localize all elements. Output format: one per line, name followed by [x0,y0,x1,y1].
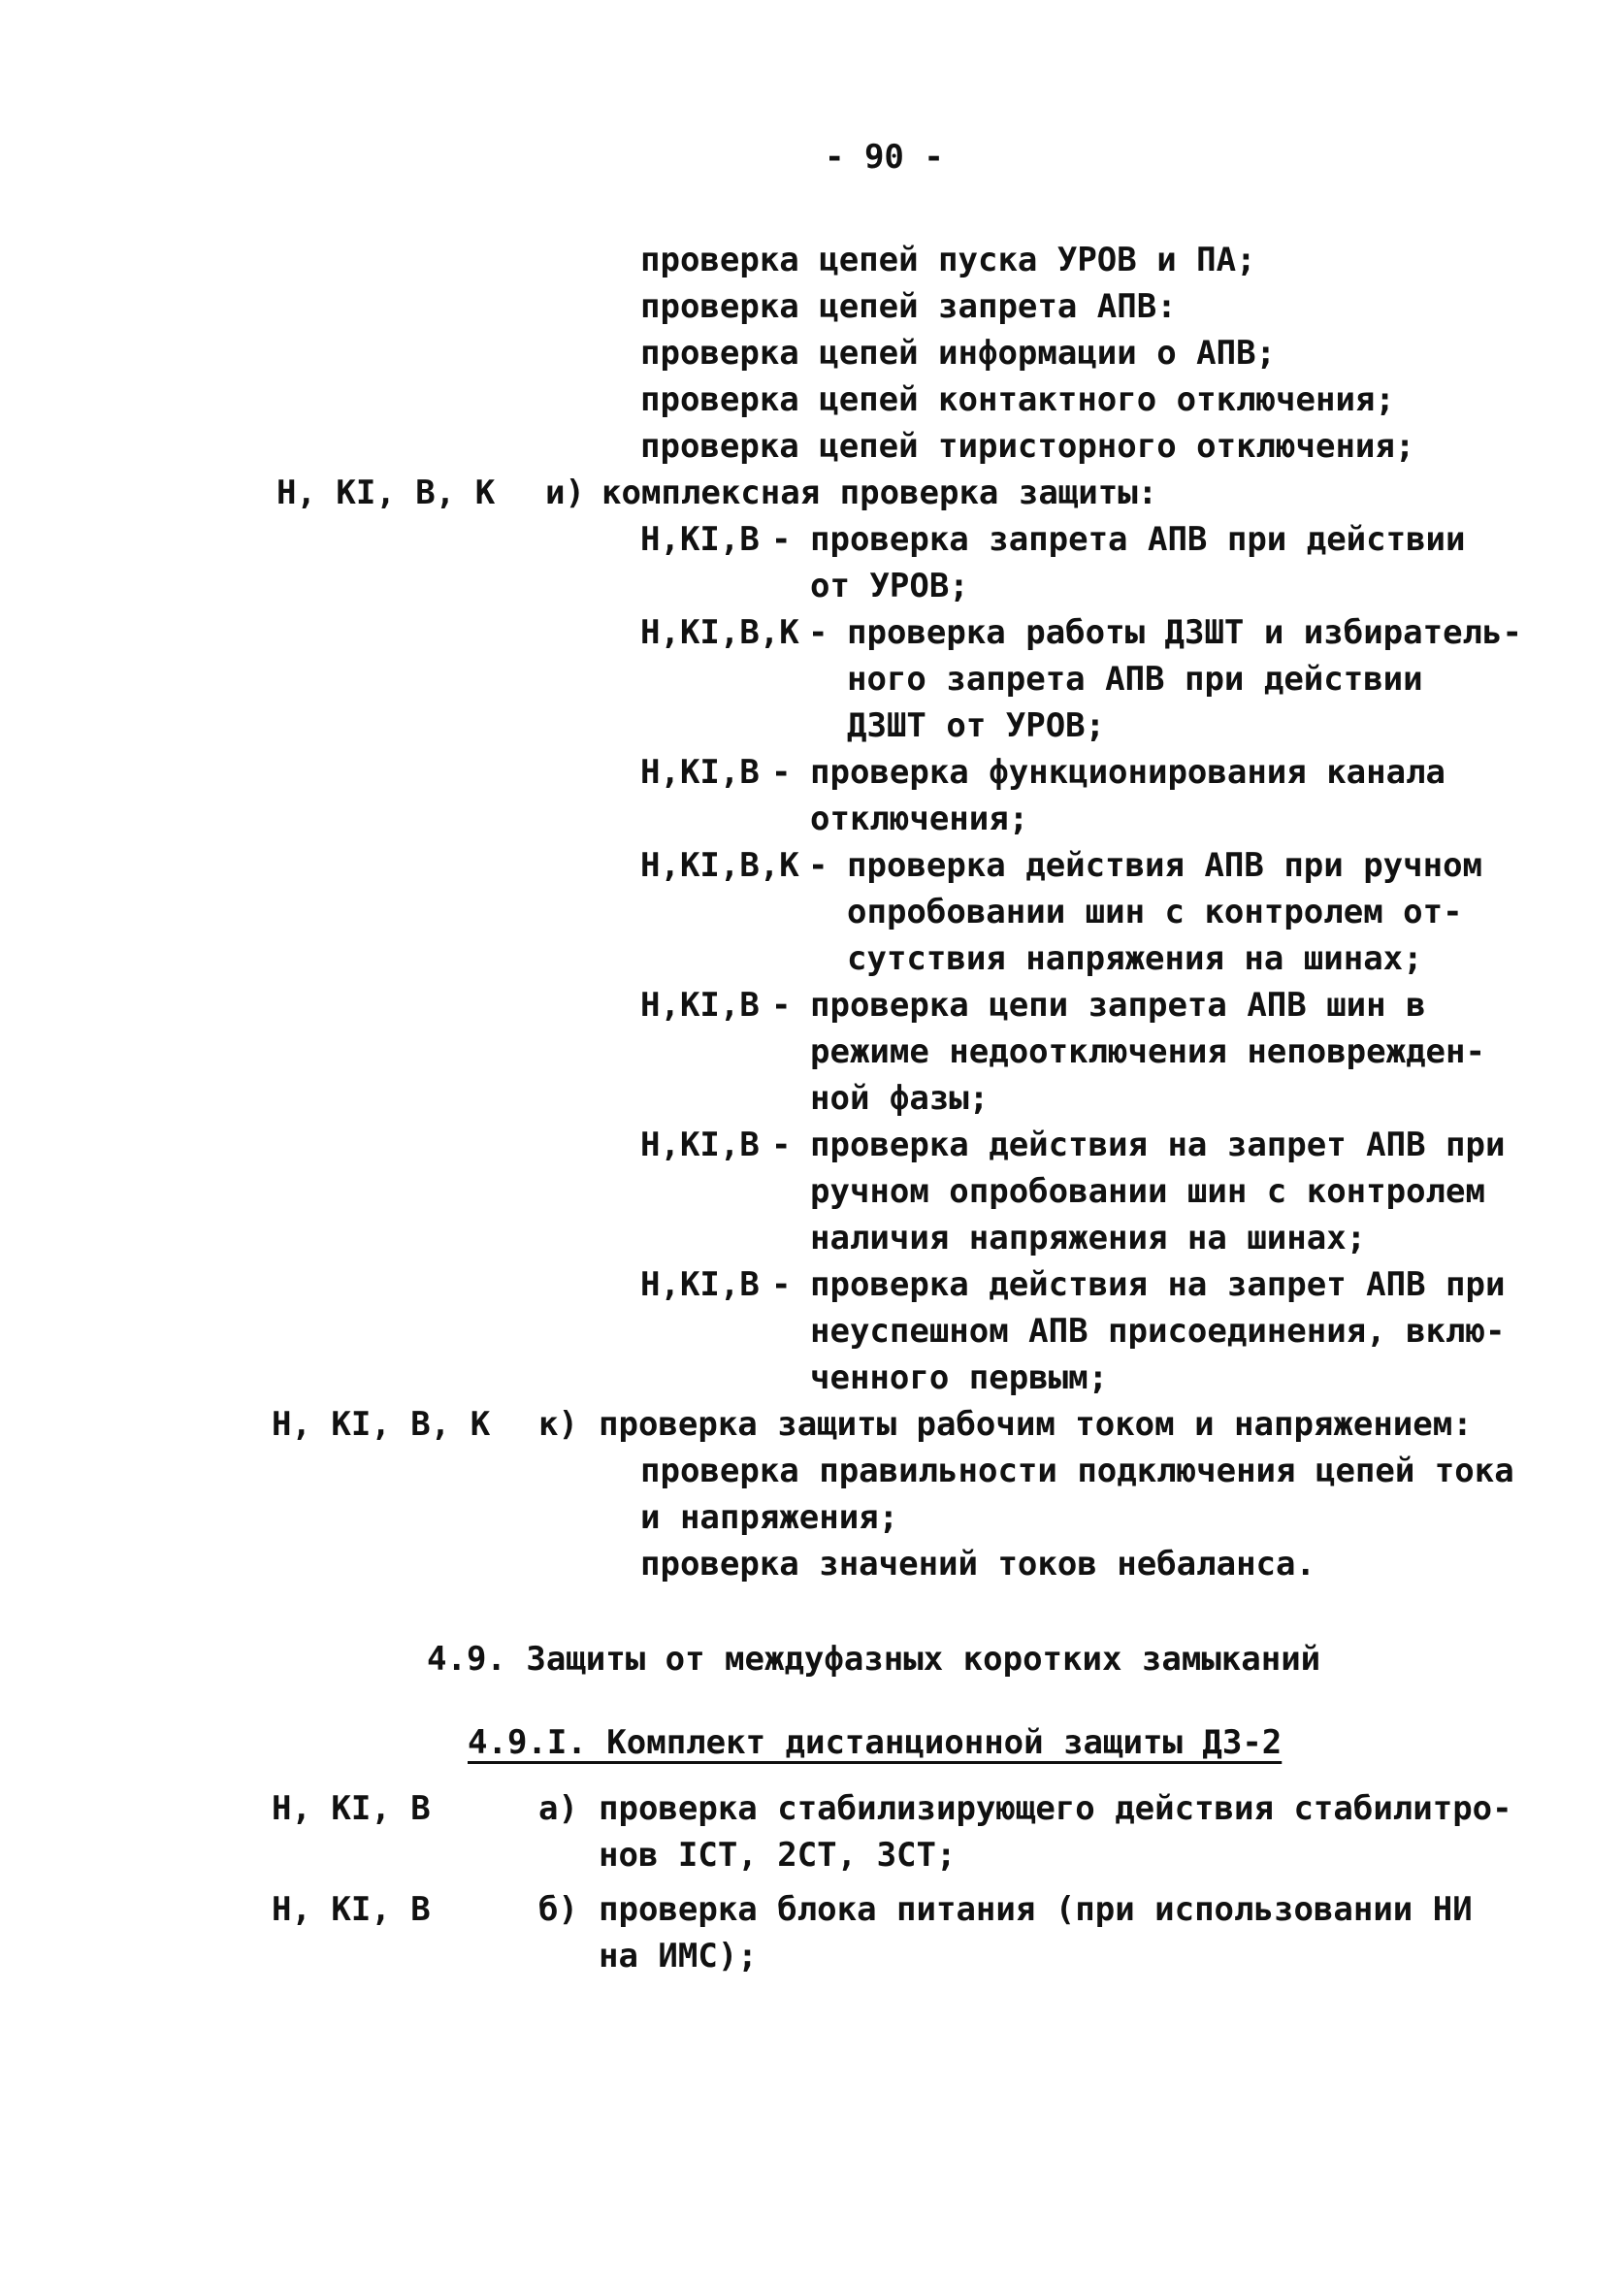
item-b-line: на ИМС); [599,1937,758,1976]
subitem-line: наличия напряжения на шинах; [810,1219,1367,1257]
subsection-title: 4.9.I. Комплект дистанционной защиты ДЗ-2 [468,1723,1283,1762]
item-b-line: проверка блока питания (при использовании НИ [599,1890,1473,1929]
item-b-marker: б) [538,1890,578,1929]
item-k-line: и напряжения; [640,1498,899,1537]
block1-line: проверка цепей пуска УРОВ и ПА; [640,241,1256,279]
subitem-dash: - [771,1126,792,1164]
block1-line: проверка цепей информации о АПВ; [640,334,1277,373]
item-k-line: проверка правильности подключения цепей тока [640,1452,1514,1490]
item-k-line: проверка значений токов небаланса. [640,1545,1315,1584]
item-i-text: комплексная проверка защиты: [601,474,1158,512]
subitem-line: проверка цепи запрета АПВ шин в [810,986,1426,1025]
item-k-codes: Н, КI, В, К [272,1405,491,1444]
block1-line: проверка цепей запрета АПВ: [640,287,1177,326]
item-b-codes: Н, КI, В [272,1890,431,1929]
subitem-dash: - [771,986,792,1025]
page-number: - 90 - [825,138,944,177]
subitem-codes: Н,КI,В [640,753,760,792]
item-a-marker: а) [538,1789,578,1828]
subitem-line: ной фазы; [810,1079,990,1118]
subitem-line: ного запрета АПВ при действии [847,660,1423,699]
item-k-marker: к) [538,1405,578,1444]
item-a-line: проверка стабилизирующего действия стабилитро- [599,1789,1512,1828]
subitem-codes: Н,КI,В [640,520,760,559]
block1-line: проверка цепей контактного отключения; [640,380,1395,419]
item-a-codes: Н, КI, В [272,1789,431,1828]
subitem-line: сутствия напряжения на шинах; [847,939,1423,978]
subitem-codes: Н,КI,В [640,1126,760,1164]
subitem-codes: Н,КI,В [640,1265,760,1304]
subitem-line: опробовании шин с контролем от- [847,893,1463,931]
subitem-line: проверка запрета АПВ при действии [810,520,1466,559]
item-i-marker: и) [545,474,585,512]
subitem-codes: Н,КI,В,К [640,613,799,652]
subitem-line: проверка действия на запрет АПВ при [810,1265,1506,1304]
subitem-codes: Н,КI,В [640,986,760,1025]
subitem-line: проверка действия АПВ при ручном [847,846,1483,885]
subitem-line: ченного первым; [810,1358,1109,1397]
subitem-dash: - [808,613,828,652]
subitem-line: режиме недоотключения неповрежден- [810,1032,1485,1071]
item-k-text: проверка защиты рабочим током и напряжением: [599,1405,1473,1444]
section-title: 4.9. Защиты от междуфазных коротких замыканий [427,1640,1321,1679]
subitem-line: от УРОВ; [810,567,969,605]
subitem-line: ручном опробовании шин с контролем [810,1172,1485,1211]
subitem-line: проверка действия на запрет АПВ при [810,1126,1506,1164]
block1-line: проверка цепей тиристорного отключения; [640,427,1415,466]
subitem-dash: - [771,520,792,559]
subitem-line: неуспешном АПВ присоединения, вклю- [810,1312,1506,1351]
subitem-dash: - [808,846,828,885]
subitem-codes: Н,КI,В,К [640,846,799,885]
subitem-dash: - [771,1265,792,1304]
subitem-line: ДЗШТ от УРОВ; [847,706,1106,745]
subitem-line: проверка функционирования канала [810,753,1446,792]
item-a-line: нов IСТ, 2СТ, 3СТ; [599,1836,957,1875]
subitem-line: отключения; [810,800,1029,838]
item-i-codes: Н, КI, В, К [276,474,496,512]
subitem-line: проверка работы ДЗШТ и избиратель- [847,613,1522,652]
subitem-dash: - [771,753,792,792]
